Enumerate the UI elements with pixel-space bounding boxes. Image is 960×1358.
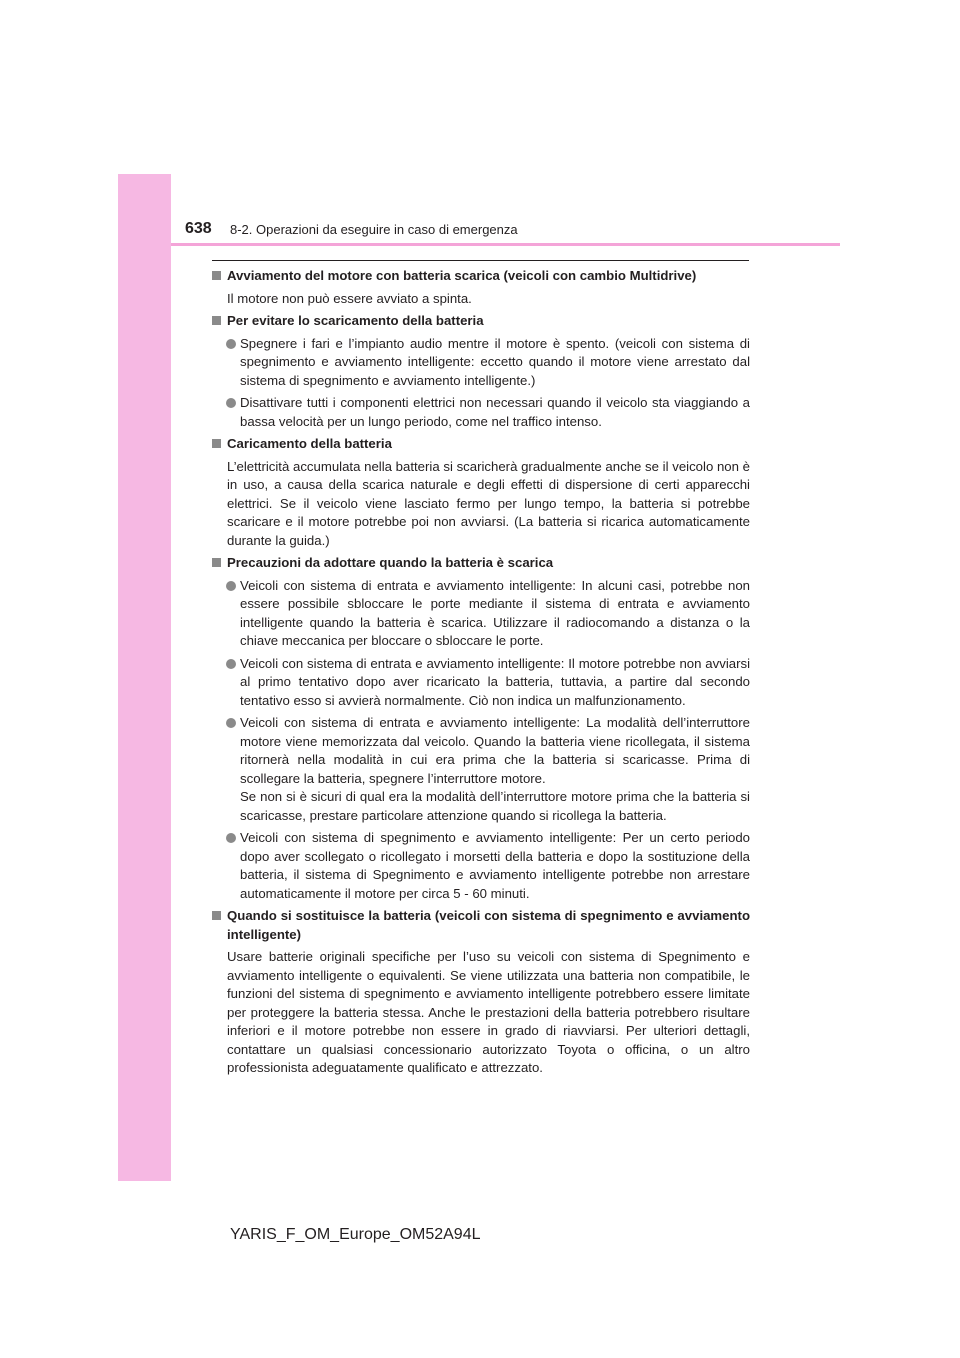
section-paragraph: Usare batterie originali specifiche per l’uso su veicoli con sistema di Spegnimento e avviamento intelligente o equivalenti. Se viene utilizzata una batteria non compatibile, le funzioni del sistema di spegnimento e avviamento intelligente potrebbero essere limitate per proteggere la batteria stessa. Anche le prestazioni della batteria potrebbero risultare inferiori e il motore potrebbe non essere in grado di riavviarsi. Per ulteriori dettagli, contattare un qualsiasi concessionario autorizzato Toyota o officina, o un altro professionista adeguatamente qualificato e attrezzato. (227, 949, 750, 1075)
header-rule (171, 243, 840, 246)
section-prevent-discharge (210, 312, 750, 431)
list-item (210, 394, 750, 431)
circle-bullet-icon (226, 339, 236, 349)
section-heading (210, 554, 750, 573)
section-heading-text: Per evitare lo scaricamento della batteria (227, 313, 484, 328)
section-divider (212, 260, 749, 261)
circle-bullet-icon (226, 659, 236, 669)
section-battery-replacement (210, 907, 750, 1078)
section-discharged-precautions (210, 554, 750, 903)
square-bullet-icon (212, 316, 221, 325)
square-bullet-icon (212, 271, 221, 280)
section-heading (210, 312, 750, 331)
list-item-text: Spegnere i fari e l’impianto audio mentre il motore è spento. (veicoli con sistema di spegnimento e avviamento intelligente: eccetto quando il motore viene arrestato dal sistema di spegnimento e avviamento intelligente.) (240, 335, 750, 388)
list-item (210, 829, 750, 903)
list-item-text: Veicoli con sistema di spegnimento e avviamento intelligente: Per un certo periodo dopo aver scollegato o ricollegato i morsetti della batteria e dopo la sostituzione della batteria, il sistema di Spegnimento e avviamento intelligente potrebbe non arrestare automaticamente il motore per circa 5 - 60 minuti. (240, 830, 750, 901)
section-paragraph: Il motore non può essere avviato a spinta. (227, 290, 472, 306)
square-bullet-icon (212, 558, 221, 567)
circle-bullet-icon (226, 718, 236, 728)
list-item (210, 655, 750, 711)
document-code: YARIS_F_OM_Europe_OM52A94L (230, 1226, 481, 1243)
section-battery-charging (210, 435, 750, 550)
section-heading-text: Quando si sostituisce la batteria (veicoli con sistema di spegnimento e avviamento intelligente) (227, 908, 750, 942)
list-item (210, 335, 750, 391)
section-jump-start (210, 267, 750, 308)
list-item-text: Veicoli con sistema di entrata e avviamento intelligente: La modalità dell’interruttore motore viene memorizzata dal veicolo. Quando la batteria viene ricollegata, il sistema ritornerà nella modalità in cui era prima che la batteria si scaricasse. Prima di scollegare la batteria, spegnere l’interruttore motore. Se non si è sicuri di qual era la modalità dell’interruttore motore prima che la batteria si scaricasse, prestare particolare attenzione quando si ricollega la batteria. (240, 715, 750, 823)
square-bullet-icon (212, 439, 221, 448)
circle-bullet-icon (226, 398, 236, 408)
list-item-text: Disattivare tutti i componenti elettrici non necessari quando il veicolo sta viaggiando a bassa velocità per un lungo periodo, come nel traffico intenso. (240, 395, 750, 429)
page-number: 638 (185, 220, 212, 237)
chapter-title: 8-2. Operazioni da eseguire in caso di emergenza (230, 222, 518, 237)
list-item (210, 577, 750, 651)
square-bullet-icon (212, 911, 221, 920)
section-paragraph: L’elettricità accumulata nella batteria si scaricherà gradualmente anche se il veicolo non è in uso, a causa della scarica naturale e degli effetti di dispersione di certi apparecchi elettrici. Se il veicolo viene lasciato fermo per lungo tempo, la batteria si potrebbe scaricare e il motore potrebbe poi non avviarsi. (La batteria si ricarica automaticamente durante la guida.) (227, 458, 750, 548)
circle-bullet-icon (226, 833, 236, 843)
page-content (210, 267, 750, 1082)
circle-bullet-icon (226, 581, 236, 591)
section-heading (210, 435, 750, 454)
section-heading (210, 267, 750, 286)
section-heading-text: Caricamento della batteria (227, 436, 392, 451)
list-item (210, 714, 750, 825)
section-heading-text: Precauzioni da adottare quando la batteria è scarica (227, 555, 554, 570)
section-heading (210, 907, 750, 944)
chapter-side-band (118, 174, 171, 1181)
section-heading-text: Avviamento del motore con batteria scarica (veicoli con cambio Multidrive) (227, 268, 697, 283)
list-item-text: Veicoli con sistema di entrata e avviamento intelligente: Il motore potrebbe non avviarsi al primo tentativo dopo aver ricaricato la batteria, tuttavia, a partire dal secondo tentativo esso si avvierà normalmente. Ciò non indica un malfunzionamento. (240, 655, 750, 708)
list-item-text: Veicoli con sistema di entrata e avviamento intelligente: In alcuni casi, potrebbe non essere possibile sbloccare le porte mediante il sistema di entrata e avviamento intelligente quando la batteria è scarica. Utilizzare il radiocomando a distanza o la chiave meccanica per bloccare o sbloccare le porte. (240, 577, 750, 648)
